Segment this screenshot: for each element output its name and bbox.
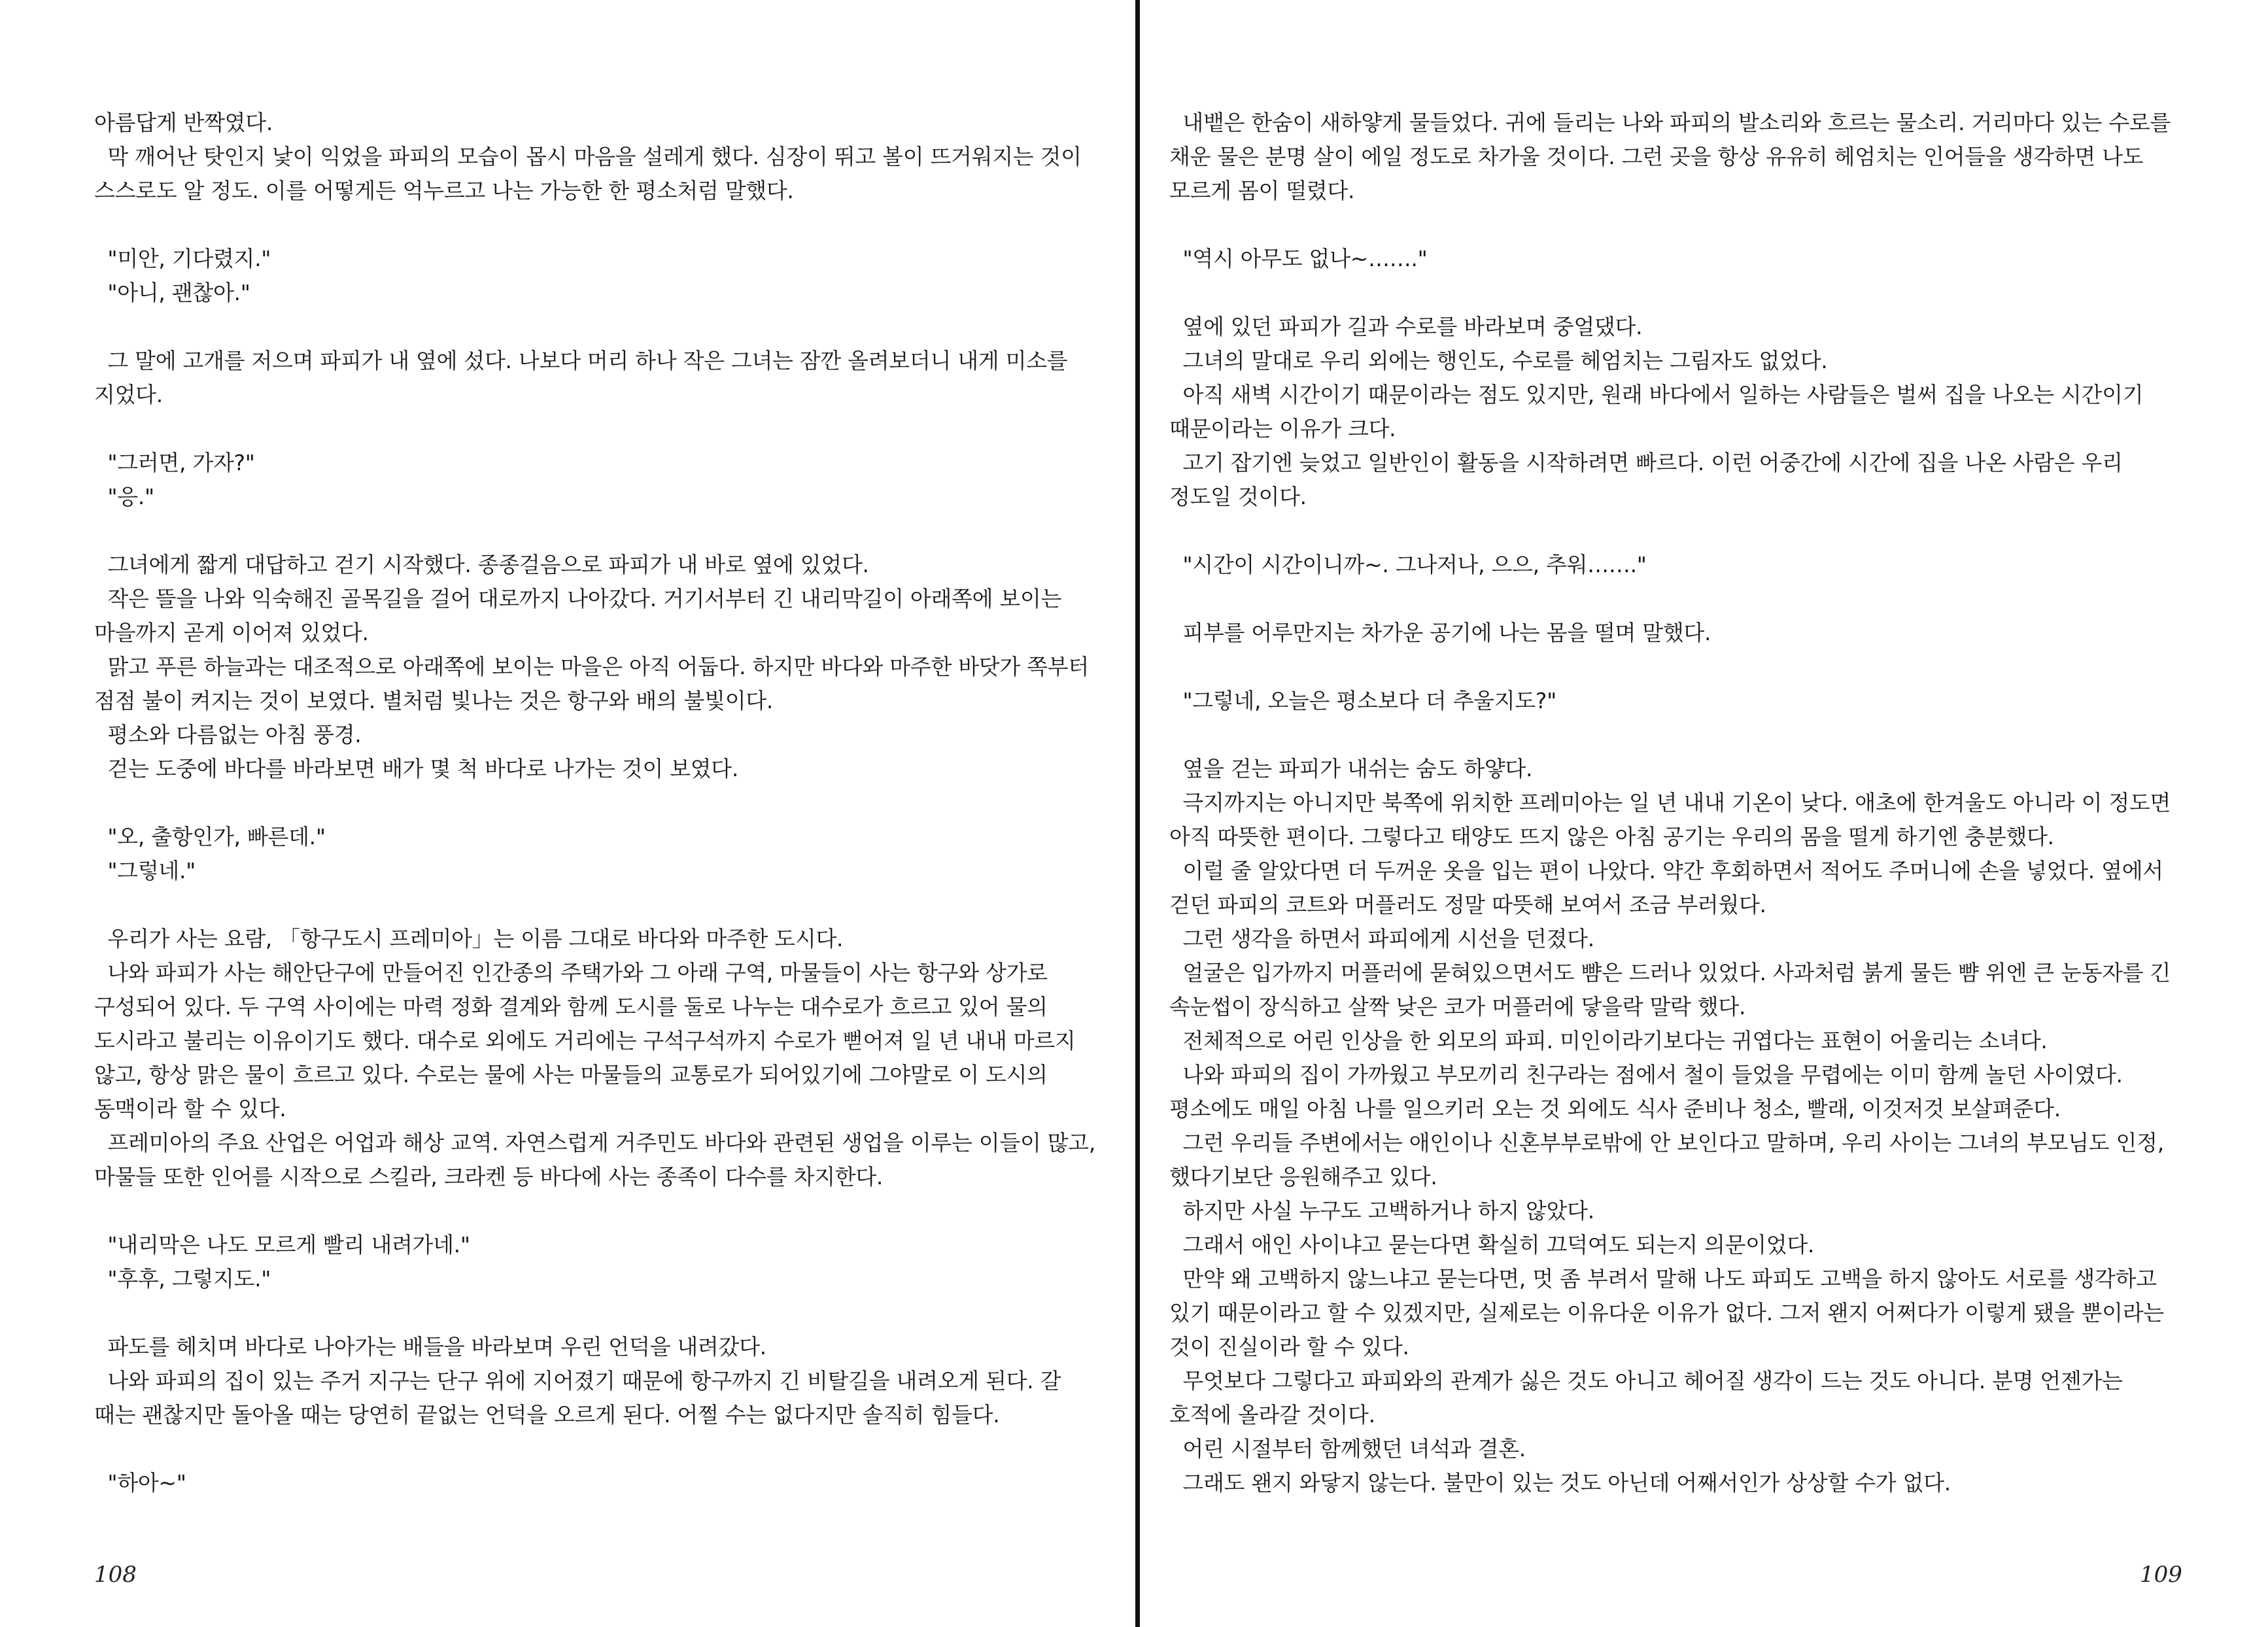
text-line: 고기 잡기엔 늦었고 일반인이 활동을 시작하려면 빠르다. 이런 어중간에 시간에 집을 나온 사람은 우리 bbox=[1169, 450, 2123, 475]
blank-line bbox=[94, 786, 1114, 820]
text-line: 내뱉은 한숨이 새하얗게 물들었다. 귀에 들리는 나와 파피의 발소리와 흐르는 물소리. 거리마다 있는 수로를 bbox=[1169, 110, 2171, 135]
blank-line bbox=[94, 208, 1114, 242]
text-line: 동맥이라 할 수 있다. bbox=[94, 1096, 286, 1122]
right-page bbox=[1143, 0, 2268, 1627]
text-line: 나와 파피가 사는 해안단구에 만들어진 인간종의 주택가와 그 아래 구역, 마물들이 사는 항구와 상가로 bbox=[94, 960, 1048, 985]
text-line: 점점 불이 켜지는 것이 보였다. 별처럼 빛나는 것은 항구와 배의 불빛이다. bbox=[94, 688, 774, 713]
text-line: 구성되어 있다. 두 구역 사이에는 마력 정화 결계와 함께 도시를 둘로 나누는 대수로가 흐르고 있어 물의 bbox=[94, 994, 1048, 1019]
text-line: "그러면, 가자?" bbox=[94, 450, 255, 475]
text-line: "그렇네, 오늘은 평소보다 더 추울지도?" bbox=[1169, 688, 1556, 713]
blank-line bbox=[1169, 208, 2216, 242]
text-line: 옆에 있던 파피가 길과 수로를 바라보며 중얼댔다. bbox=[1169, 314, 1643, 339]
text-line: 하지만 사실 누구도 고백하거나 하지 않았다. bbox=[1169, 1198, 1594, 1224]
right-page-number: 109 bbox=[2140, 1562, 2182, 1588]
blank-line bbox=[94, 1296, 1114, 1330]
text-line: 도시라고 불리는 이유이기도 했다. 대수로 외에도 거리에는 구석구석까지 수로가 뻗어져 일 년 내내 마르지 bbox=[94, 1028, 1076, 1053]
text-line: "아니, 괜찮아." bbox=[94, 280, 250, 305]
text-line: 속눈썹이 장식하고 살짝 낮은 코가 머플러에 닿을락 말락 했다. bbox=[1169, 994, 1746, 1019]
text-line: 막 깨어난 탓인지 낯이 익었을 파피의 모습이 몹시 마음을 설레게 했다. 심장이 뛰고 볼이 뜨거워지는 것이 bbox=[94, 144, 1082, 169]
text-line: 그녀의 말대로 우리 외에는 행인도, 수로를 헤엄치는 그림자도 없었다. bbox=[1169, 348, 1828, 373]
text-line: 않고, 항상 맑은 물이 흐르고 있다. 수로는 물에 사는 마물들의 교통로가 되어있기에 그야말로 이 도시의 bbox=[94, 1062, 1048, 1088]
text-line: 옆을 걷는 파피가 내쉬는 숨도 하얗다. bbox=[1169, 756, 1533, 781]
text-line: "하아~" bbox=[94, 1470, 186, 1496]
text-line: 정도일 것이다. bbox=[1169, 484, 1307, 509]
text-line: "미안, 기다렸지." bbox=[94, 246, 271, 271]
left-page-text bbox=[94, 106, 1114, 1500]
left-page-number: 108 bbox=[94, 1562, 137, 1588]
blank-line bbox=[1169, 582, 2216, 616]
blank-line bbox=[1169, 650, 2216, 684]
text-line: "시간이 시간이니까~. 그나저나, 으으, 추워……." bbox=[1169, 552, 1647, 577]
blank-line bbox=[94, 1432, 1114, 1466]
text-line: 극지까지는 아니지만 북쪽에 위치한 프레미아는 일 년 내내 기온이 낮다. 애초에 한겨울도 아니라 이 정도면 bbox=[1169, 790, 2171, 815]
text-line: 그래서 애인 사이냐고 묻는다면 확실히 끄덕여도 되는지 의문이었다. bbox=[1169, 1232, 1815, 1258]
text-line: 그녀에게 짧게 대답하고 걷기 시작했다. 종종걸음으로 파피가 내 바로 옆에 있었다. bbox=[94, 552, 869, 577]
text-line: 전체적으로 어린 인상을 한 외모의 파피. 미인이라기보다는 귀엽다는 표현이 어울리는 소녀다. bbox=[1169, 1028, 2048, 1053]
page-gutter-divider bbox=[1135, 0, 1140, 1627]
text-line: 스스로도 알 정도. 이를 어떻게든 억누르고 나는 가능한 한 평소처럼 말했다. bbox=[94, 178, 794, 203]
text-line: 채운 물은 분명 살이 에일 정도로 차가울 것이다. 그런 곳을 항상 유유히 헤엄치는 인어들을 생각하면 나도 bbox=[1169, 144, 2144, 169]
text-line: 우리가 사는 요람, 「항구도시 프레미아」는 이름 그대로 바다와 마주한 도시다. bbox=[94, 926, 844, 951]
blank-line bbox=[94, 888, 1114, 922]
text-line: "내리막은 나도 모르게 빨리 내려가네." bbox=[94, 1232, 470, 1258]
text-line: 작은 뜰을 나와 익숙해진 골목길을 걸어 대로까지 나아갔다. 거기서부터 긴 내리막길이 아래쪽에 보이는 bbox=[94, 586, 1062, 611]
text-line: "오, 출항인가, 빠른데." bbox=[94, 824, 326, 849]
text-line: 마을까지 곧게 이어져 있었다. bbox=[94, 620, 369, 645]
text-line: 맑고 푸른 하늘과는 대조적으로 아래쪽에 보이는 마을은 아직 어둡다. 하지만 바다와 마주한 바닷가 쪽부터 bbox=[94, 654, 1089, 679]
text-line: 걷는 도중에 바다를 바라보면 배가 몇 척 바다로 나가는 것이 보였다. bbox=[94, 756, 739, 781]
text-line: 그 말에 고개를 저으며 파피가 내 옆에 섰다. 나보다 머리 하나 작은 그녀는 잠깐 올려보더니 내게 미소를 bbox=[94, 348, 1068, 373]
blank-line bbox=[1169, 718, 2216, 752]
blank-line bbox=[94, 514, 1114, 548]
text-line: 평소와 다름없는 아침 풍경. bbox=[94, 722, 362, 747]
text-line: 마물들 또한 인어를 시작으로 스킬라, 크라켄 등 바다에 사는 종족이 다수를 차지한다. bbox=[94, 1164, 884, 1190]
text-line: 이럴 줄 알았다면 더 두꺼운 옷을 입는 편이 나았다. 약간 후회하면서 적어도 주머니에 손을 넣었다. 옆에서 bbox=[1169, 858, 2163, 883]
blank-line bbox=[1169, 514, 2216, 548]
text-line: 어린 시절부터 함께했던 녀석과 결혼. bbox=[1169, 1436, 1526, 1462]
blank-line bbox=[1169, 276, 2216, 310]
text-line: 피부를 어루만지는 차가운 공기에 나는 몸을 떨며 말했다. bbox=[1169, 620, 1711, 645]
text-line: 나와 파피의 집이 가까웠고 부모끼리 친구라는 점에서 철이 들었을 무렵에는 이미 함께 놀던 사이였다. bbox=[1169, 1062, 2123, 1088]
text-line: 지었다. bbox=[94, 382, 163, 407]
text-line: 평소에도 매일 아침 나를 일으키러 오는 것 외에도 식사 준비나 청소, 빨래, 이것저것 보살펴준다. bbox=[1169, 1096, 2061, 1122]
text-line: "응." bbox=[94, 484, 154, 509]
text-line: 프레미아의 주요 산업은 어업과 해상 교역. 자연스럽게 거주민도 바다와 관련된 생업을 이루는 이들이 많고, bbox=[94, 1130, 1096, 1156]
text-line: 아직 새벽 시간이기 때문이라는 점도 있지만, 원래 바다에서 일하는 사람들은 벌써 집을 나오는 시간이기 bbox=[1169, 382, 2144, 407]
text-line: "그렇네." bbox=[94, 858, 196, 883]
text-line: 나와 파피의 집이 있는 주거 지구는 단구 위에 지어졌기 때문에 항구까지 긴 비탈길을 내려오게 된다. 갈 bbox=[94, 1368, 1061, 1394]
text-line: 아직 따뜻한 편이다. 그렇다고 태양도 뜨지 않은 아침 공기는 우리의 몸을 떨게 하기엔 충분했다. bbox=[1169, 824, 2054, 849]
text-line: 호적에 올라갈 것이다. bbox=[1169, 1402, 1375, 1428]
text-line: 때문이라는 이유가 크다. bbox=[1169, 416, 1396, 441]
text-line: 모르게 몸이 떨렸다. bbox=[1169, 178, 1355, 203]
right-page-text bbox=[1169, 106, 2216, 1500]
text-line: "후후, 그렇지도." bbox=[94, 1266, 271, 1292]
text-line: 있기 때문이라고 할 수 있겠지만, 실제로는 이유다운 이유가 없다. 그저 왠지 어쩌다가 이렇게 됐을 뿐이라는 bbox=[1169, 1300, 2164, 1326]
text-line: 걷던 파피의 코트와 머플러도 정말 따뜻해 보여서 조금 부러웠다. bbox=[1169, 892, 1766, 917]
text-line: 것이 진실이라 할 수 있다. bbox=[1169, 1334, 1409, 1360]
text-line: 그런 우리들 주변에서는 애인이나 신혼부부로밖에 안 보인다고 말하며, 우리 사이는 그녀의 부모님도 인정, bbox=[1169, 1130, 2164, 1156]
blank-line bbox=[94, 412, 1114, 446]
text-line: 얼굴은 입가까지 머플러에 묻혀있으면서도 뺨은 드러나 있었다. 사과처럼 붉게 물든 뺨 위엔 큰 눈동자를 긴 bbox=[1169, 960, 2171, 985]
text-line: "역시 아무도 없나~……." bbox=[1169, 246, 1428, 271]
text-line: 무엇보다 그렇다고 파피와의 관계가 싫은 것도 아니고 헤어질 생각이 드는 것도 아니다. 분명 언젠가는 bbox=[1169, 1368, 2123, 1394]
text-line: 만약 왜 고백하지 않느냐고 묻는다면, 멋 좀 부려서 말해 나도 파피도 고백을 하지 않아도 서로를 생각하고 bbox=[1169, 1266, 2157, 1292]
text-line: 그래도 왠지 와닿지 않는다. 불만이 있는 것도 아닌데 어째서인가 상상할 수가 없다. bbox=[1169, 1470, 1951, 1496]
blank-line bbox=[94, 310, 1114, 344]
text-line: 아름답게 반짝였다. bbox=[94, 110, 273, 135]
text-line: 때는 괜찮지만 돌아올 때는 당연히 끝없는 언덕을 오르게 된다. 어쩔 수는 없다지만 솔직히 힘들다. bbox=[94, 1402, 1000, 1428]
text-line: 파도를 헤치며 바다로 나아가는 배들을 바라보며 우린 언덕을 내려갔다. bbox=[94, 1334, 766, 1360]
blank-line bbox=[94, 1194, 1114, 1228]
text-line: 했다기보단 응원해주고 있다. bbox=[1169, 1164, 1437, 1190]
text-line: 그런 생각을 하면서 파피에게 시선을 던졌다. bbox=[1169, 926, 1594, 951]
